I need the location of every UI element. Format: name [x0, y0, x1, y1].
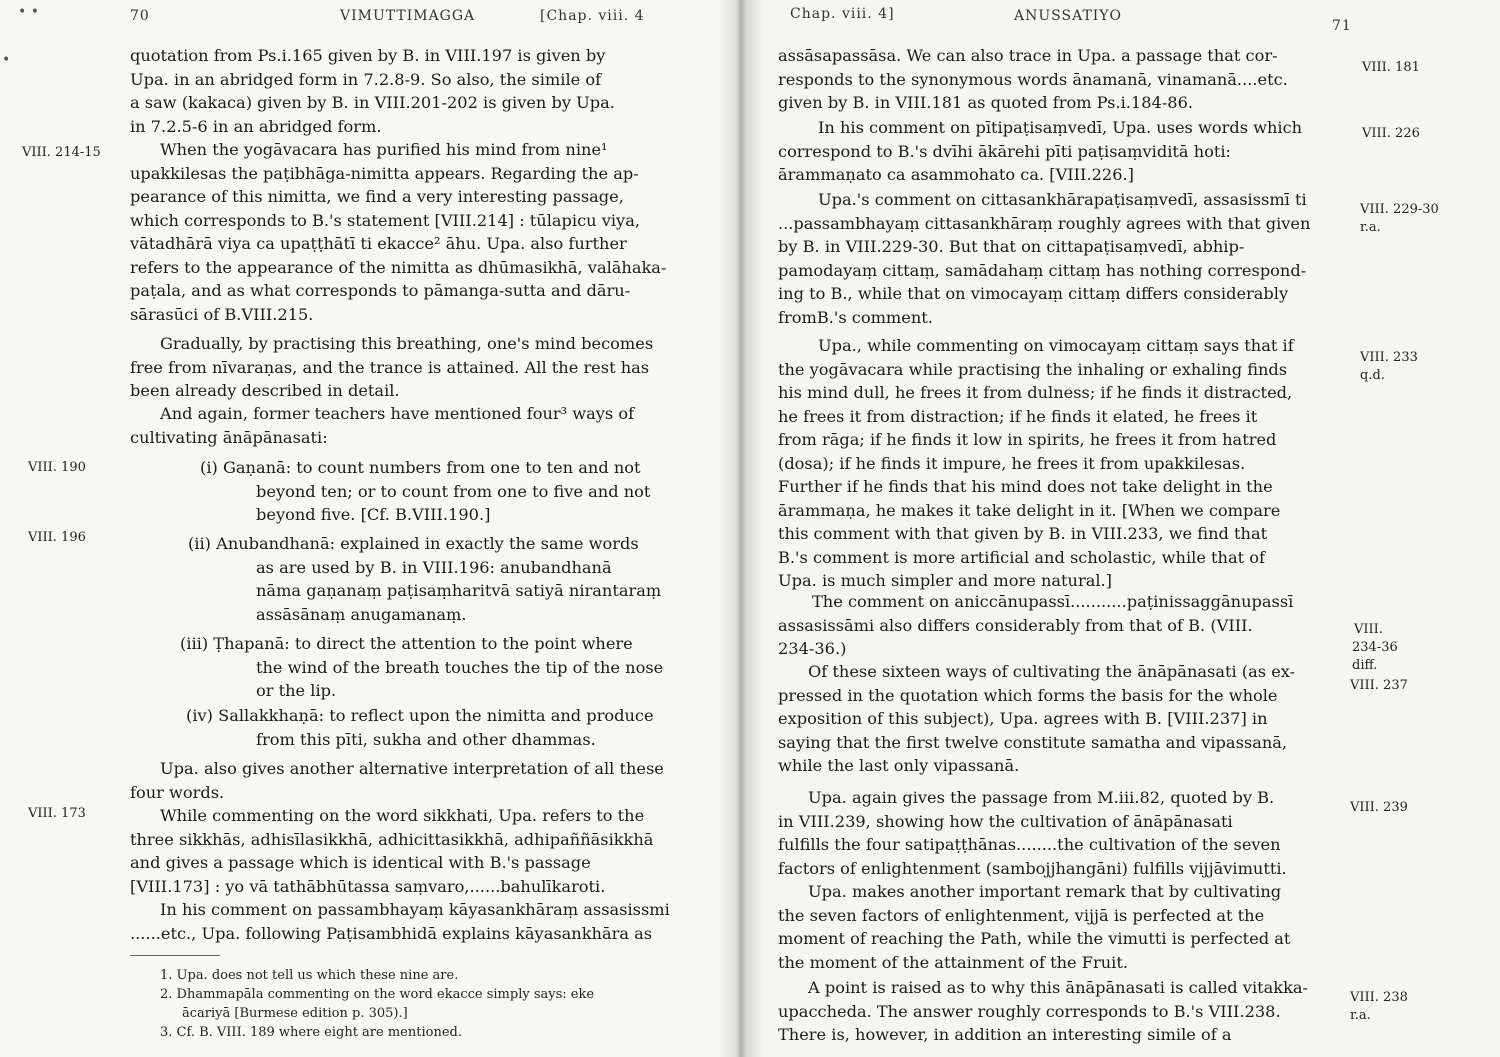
text-line: by B. in VIII.229-30. But that on cittapaṭisaṃvedī, abhip-	[778, 237, 1245, 256]
text-line: pressed in the quotation which forms the basis for the whole	[778, 685, 1278, 705]
margin-reference: diff.	[1352, 658, 1378, 673]
text-line: ārammaṇa, he makes it take delight in it. [When we compare	[778, 500, 1281, 520]
text-line: the seven factors of enlightenment, vijjā is perfected at the	[778, 905, 1265, 925]
paragraph	[130, 804, 685, 898]
text-line: he frees it from distraction; if he finds it elated, he frees it	[778, 406, 1258, 426]
text-line: beyond ten; or to count from one to five and not	[256, 481, 651, 501]
text-line: quotation from Ps.i.165 given by B. in VIII.197 is given by	[130, 46, 606, 65]
text-line: his mind dull, he frees it from dulness; if he finds it distracted,	[778, 383, 1293, 402]
text-line: which corresponds to B.'s statement [VIII.214] : tūlapicu viya,	[130, 210, 641, 230]
text-line: assasissāmi also differs considerably from that of B. (VIII.	[778, 615, 1253, 635]
text-line: In his comment on pītipaṭisaṃvedī, Upa. uses words which	[818, 118, 1303, 137]
text-line: Upa.'s comment on cittasankhārapaṭisaṃvedī, assasissmī ti	[818, 190, 1307, 209]
text-line: as are used by B. in VIII.196: anubandhanā	[256, 557, 612, 577]
text-line: from this pīti, sukha and other dhammas.	[256, 729, 596, 749]
text-line: correspond to B.'s dvīhi ākārehi pīti paṭisaṃviditā hoti:	[778, 141, 1232, 161]
text-line: fromB.'s comment.	[778, 307, 933, 327]
text-line: (ii) Anubandhanā: explained in exactly the same words	[188, 534, 639, 553]
text-line: [VIII.173] : yo vā tathābhūtassa saṃvaro,......bahulīkaroti.	[130, 876, 606, 896]
text-line: in VIII.239, showing how the cultivation of ānāpānasati	[778, 811, 1233, 831]
footnote-rule	[130, 955, 220, 956]
paragraph	[778, 44, 1338, 115]
footnote: 3. Cf. B. VIII. 189 where eight are mentioned.	[160, 1025, 462, 1040]
chapter-ref: [Chap. viii. 4	[540, 8, 645, 24]
footnote: 1. Upa. does not tell us which these nine are.	[160, 968, 459, 983]
text-line: ing to B., while that on vimocayaṃ cittaṃ differs considerably	[778, 284, 1289, 303]
paragraph	[130, 138, 685, 326]
list-item	[188, 532, 661, 626]
page-number: 71	[1332, 18, 1352, 34]
text-line: B.'s comment is more artificial and scholastic, while that of	[778, 547, 1266, 567]
text-line: Of these sixteen ways of cultivating the ānāpānasati (as ex-	[808, 662, 1296, 681]
text-line: fulfills the four satipaṭṭhānas........the cultivation of the seven	[778, 835, 1281, 854]
paragraph	[778, 116, 1338, 187]
margin-reference: VIII. 181	[1362, 60, 1420, 75]
text-line: And again, former teachers have mentioned four³ ways of	[160, 404, 635, 423]
text-line: assāsānaṃ anugamanaṃ.	[256, 604, 467, 624]
text-line: nāma gaṇanaṃ paṭisaṃharitvā satiyā nirantaraṃ	[256, 581, 662, 600]
paragraph	[130, 757, 685, 804]
text-line: Further if he finds that his mind does not take delight in the	[778, 477, 1273, 496]
text-line: Upa. in an abridged form in 7.2.8-9. So also, the simile of	[130, 69, 602, 89]
text-line: or the lip.	[256, 681, 337, 700]
text-line: cultivating ānāpānasati:	[130, 427, 328, 447]
text-line: (dosa); if he finds it impure, he frees it from upakkilesas.	[778, 453, 1246, 473]
margin-reference: VIII. 214-15	[22, 145, 101, 160]
margin-reference: VIII.	[1354, 622, 1383, 637]
text-line: ...passambhayaṃ cittasankhāraṃ roughly agrees with that given	[778, 213, 1311, 233]
text-line: given by B. in VIII.181 as quoted from Ps.i.184-86.	[778, 93, 1194, 112]
text-line: been already described in detail.	[130, 381, 400, 400]
margin-reference: VIII. 237	[1350, 678, 1408, 693]
paragraph	[778, 188, 1338, 329]
left-page	[0, 0, 738, 1057]
paragraph	[778, 334, 1338, 593]
paragraph	[130, 402, 685, 449]
margin-reference: VIII. 190	[28, 460, 86, 475]
running-title: VIMUTTIMAGGA	[340, 8, 476, 24]
paragraph	[778, 786, 1338, 880]
list-item	[200, 456, 650, 527]
margin-reference: VIII. 239	[1350, 800, 1408, 815]
text-line: (iv) Sallakkhaṇā: to reflect upon the nimitta and produce	[186, 706, 654, 725]
margin-reference: r.a.	[1360, 220, 1381, 235]
text-line: free from nīvaraṇas, and the trance is attained. All the rest has	[130, 357, 650, 377]
paragraph	[130, 332, 685, 403]
text-line: (iii) Ṭhapanā: to direct the attention to the point where	[180, 634, 633, 653]
text-line: (i) Gaṇanā: to count numbers from one to ten and not	[200, 458, 641, 477]
text-line: upaccheda. The answer roughly corresponds to B.'s VIII.238.	[778, 1001, 1281, 1021]
text-line: the yogāvacara while practising the inhaling or exhaling finds	[778, 359, 1288, 379]
list-item	[180, 632, 663, 703]
paragraph	[130, 44, 685, 138]
scan-speck: •	[2, 52, 11, 68]
margin-reference: VIII. 173	[28, 806, 86, 821]
text-line: upakkilesas the paṭibhāga-nimitta appears. Regarding the ap-	[130, 163, 639, 183]
text-line: responds to the synonymous words ānamanā, vinamanā....etc.	[778, 69, 1288, 89]
text-line: ārammaṇato ca asammohato ca. [VIII.226.]	[778, 165, 1134, 184]
text-line: exposition of this subject), Upa. agrees with B. [VIII.237] in	[778, 709, 1268, 728]
footnote: 2. Dhammapāla commenting on the word ekacce simply says: eke	[160, 987, 595, 1002]
text-line: Upa. makes another important remark that by cultivating	[808, 882, 1282, 901]
text-line: pamodayaṃ cittaṃ, samādahaṃ cittaṃ has nothing correspond-	[778, 260, 1307, 280]
margin-reference: r.a.	[1350, 1008, 1371, 1023]
text-line: four words.	[130, 782, 225, 802]
text-line: When the yogāvacara has purified his mind from nine¹	[160, 140, 608, 159]
text-line: While commenting on the word sikkhati, Upa. refers to the	[160, 806, 645, 825]
text-line: the wind of the breath touches the tip of the nose	[256, 657, 664, 677]
text-line: pearance of this nimitta, we find a very interesting passage,	[130, 187, 624, 206]
text-line: paṭala, and as what corresponds to pāmanga-sutta and dāru-	[130, 281, 631, 300]
text-line: and gives a passage which is identical with B.'s passage	[130, 853, 591, 872]
running-title: ANUSSATIYO	[1014, 8, 1123, 24]
paragraph	[778, 880, 1338, 974]
text-line: 234-36.)	[778, 639, 847, 658]
text-line: from rāga; if he finds it low in spirits, he frees it from hatred	[778, 430, 1277, 449]
page-number: 70	[130, 8, 150, 24]
text-line: three sikkhās, adhisīlasikkhā, adhicittasikkhā, adhipaññāsikkhā	[130, 829, 654, 849]
footnote: ācariyā [Burmese edition p. 305).]	[182, 1006, 408, 1021]
text-line: The comment on aniccānupassī...........paṭinissaggānupassī	[812, 592, 1294, 611]
text-line: assāsapassāsa. We can also trace in Upa. a passage that cor-	[778, 46, 1278, 65]
text-line: a saw (kakaca) given by B. in VIII.201-202 is given by Upa.	[130, 93, 615, 112]
text-line: in 7.2.5-6 in an abridged form.	[130, 116, 382, 136]
margin-reference: VIII. 196	[28, 530, 86, 545]
paragraph	[130, 898, 685, 945]
text-line: the moment of the attainment of the Fruit.	[778, 952, 1128, 972]
text-line: saying that the first twelve constitute samatha and vipassanā,	[778, 732, 1288, 752]
chapter-ref: Chap. viii. 4]	[790, 6, 895, 22]
text-line: moment of reaching the Path, while the vimutti is perfected at	[778, 929, 1291, 948]
paragraph	[778, 976, 1338, 1047]
margin-reference: VIII. 233	[1360, 350, 1418, 365]
text-line: beyond five. [Cf. B.VIII.190.]	[256, 505, 491, 524]
margin-reference: 234-36	[1352, 640, 1398, 655]
scan-speck: • •	[18, 4, 39, 20]
text-line: vātadhārā viya ca upaṭṭhātī ti ekacce² āhu. Upa. also further	[130, 234, 627, 253]
book-gutter	[718, 0, 764, 1057]
paragraph	[778, 590, 1338, 661]
text-line: ......etc., Upa. following Paṭisambhidā explains kāyasankhāra as	[130, 923, 653, 943]
text-line: Upa., while commenting on vimocayaṃ cittaṃ says that if	[818, 336, 1294, 355]
text-line: this comment with that given by B. in VIII.233, we find that	[778, 524, 1268, 543]
text-line: In his comment on passambhayaṃ kāyasankhāraṃ assasissmi	[160, 900, 670, 919]
text-line: factors of enlightenment (sambojjhangāni) fulfills vijjāvimutti.	[778, 858, 1287, 878]
text-line: Upa. again gives the passage from M.iii.82, quoted by B.	[808, 788, 1275, 807]
margin-reference: q.d.	[1360, 368, 1385, 383]
text-line: There is, however, in addition an interesting simile of a	[778, 1025, 1232, 1044]
text-line: Upa. is much simpler and more natural.]	[778, 571, 1113, 590]
text-line: Gradually, by practising this breathing, one's mind becomes	[160, 334, 654, 353]
text-line: Upa. also gives another alternative interpretation of all these	[160, 759, 664, 778]
footnotes	[160, 966, 690, 1042]
text-line: sārasūci of B.VIII.215.	[130, 304, 314, 324]
text-line: A point is raised as to why this ānāpānasati is called vitakka-	[808, 978, 1309, 997]
paragraph	[778, 660, 1338, 778]
list-item	[186, 704, 654, 751]
text-line: refers to the appearance of the nimitta as dhūmasikhā, valāhaka-	[130, 257, 667, 277]
right-page	[738, 0, 1500, 1057]
text-line: while the last only vipassanā.	[778, 756, 1020, 775]
margin-reference: VIII. 226	[1362, 126, 1420, 141]
margin-reference: VIII. 238	[1350, 990, 1408, 1005]
margin-reference: VIII. 229-30	[1360, 202, 1439, 217]
